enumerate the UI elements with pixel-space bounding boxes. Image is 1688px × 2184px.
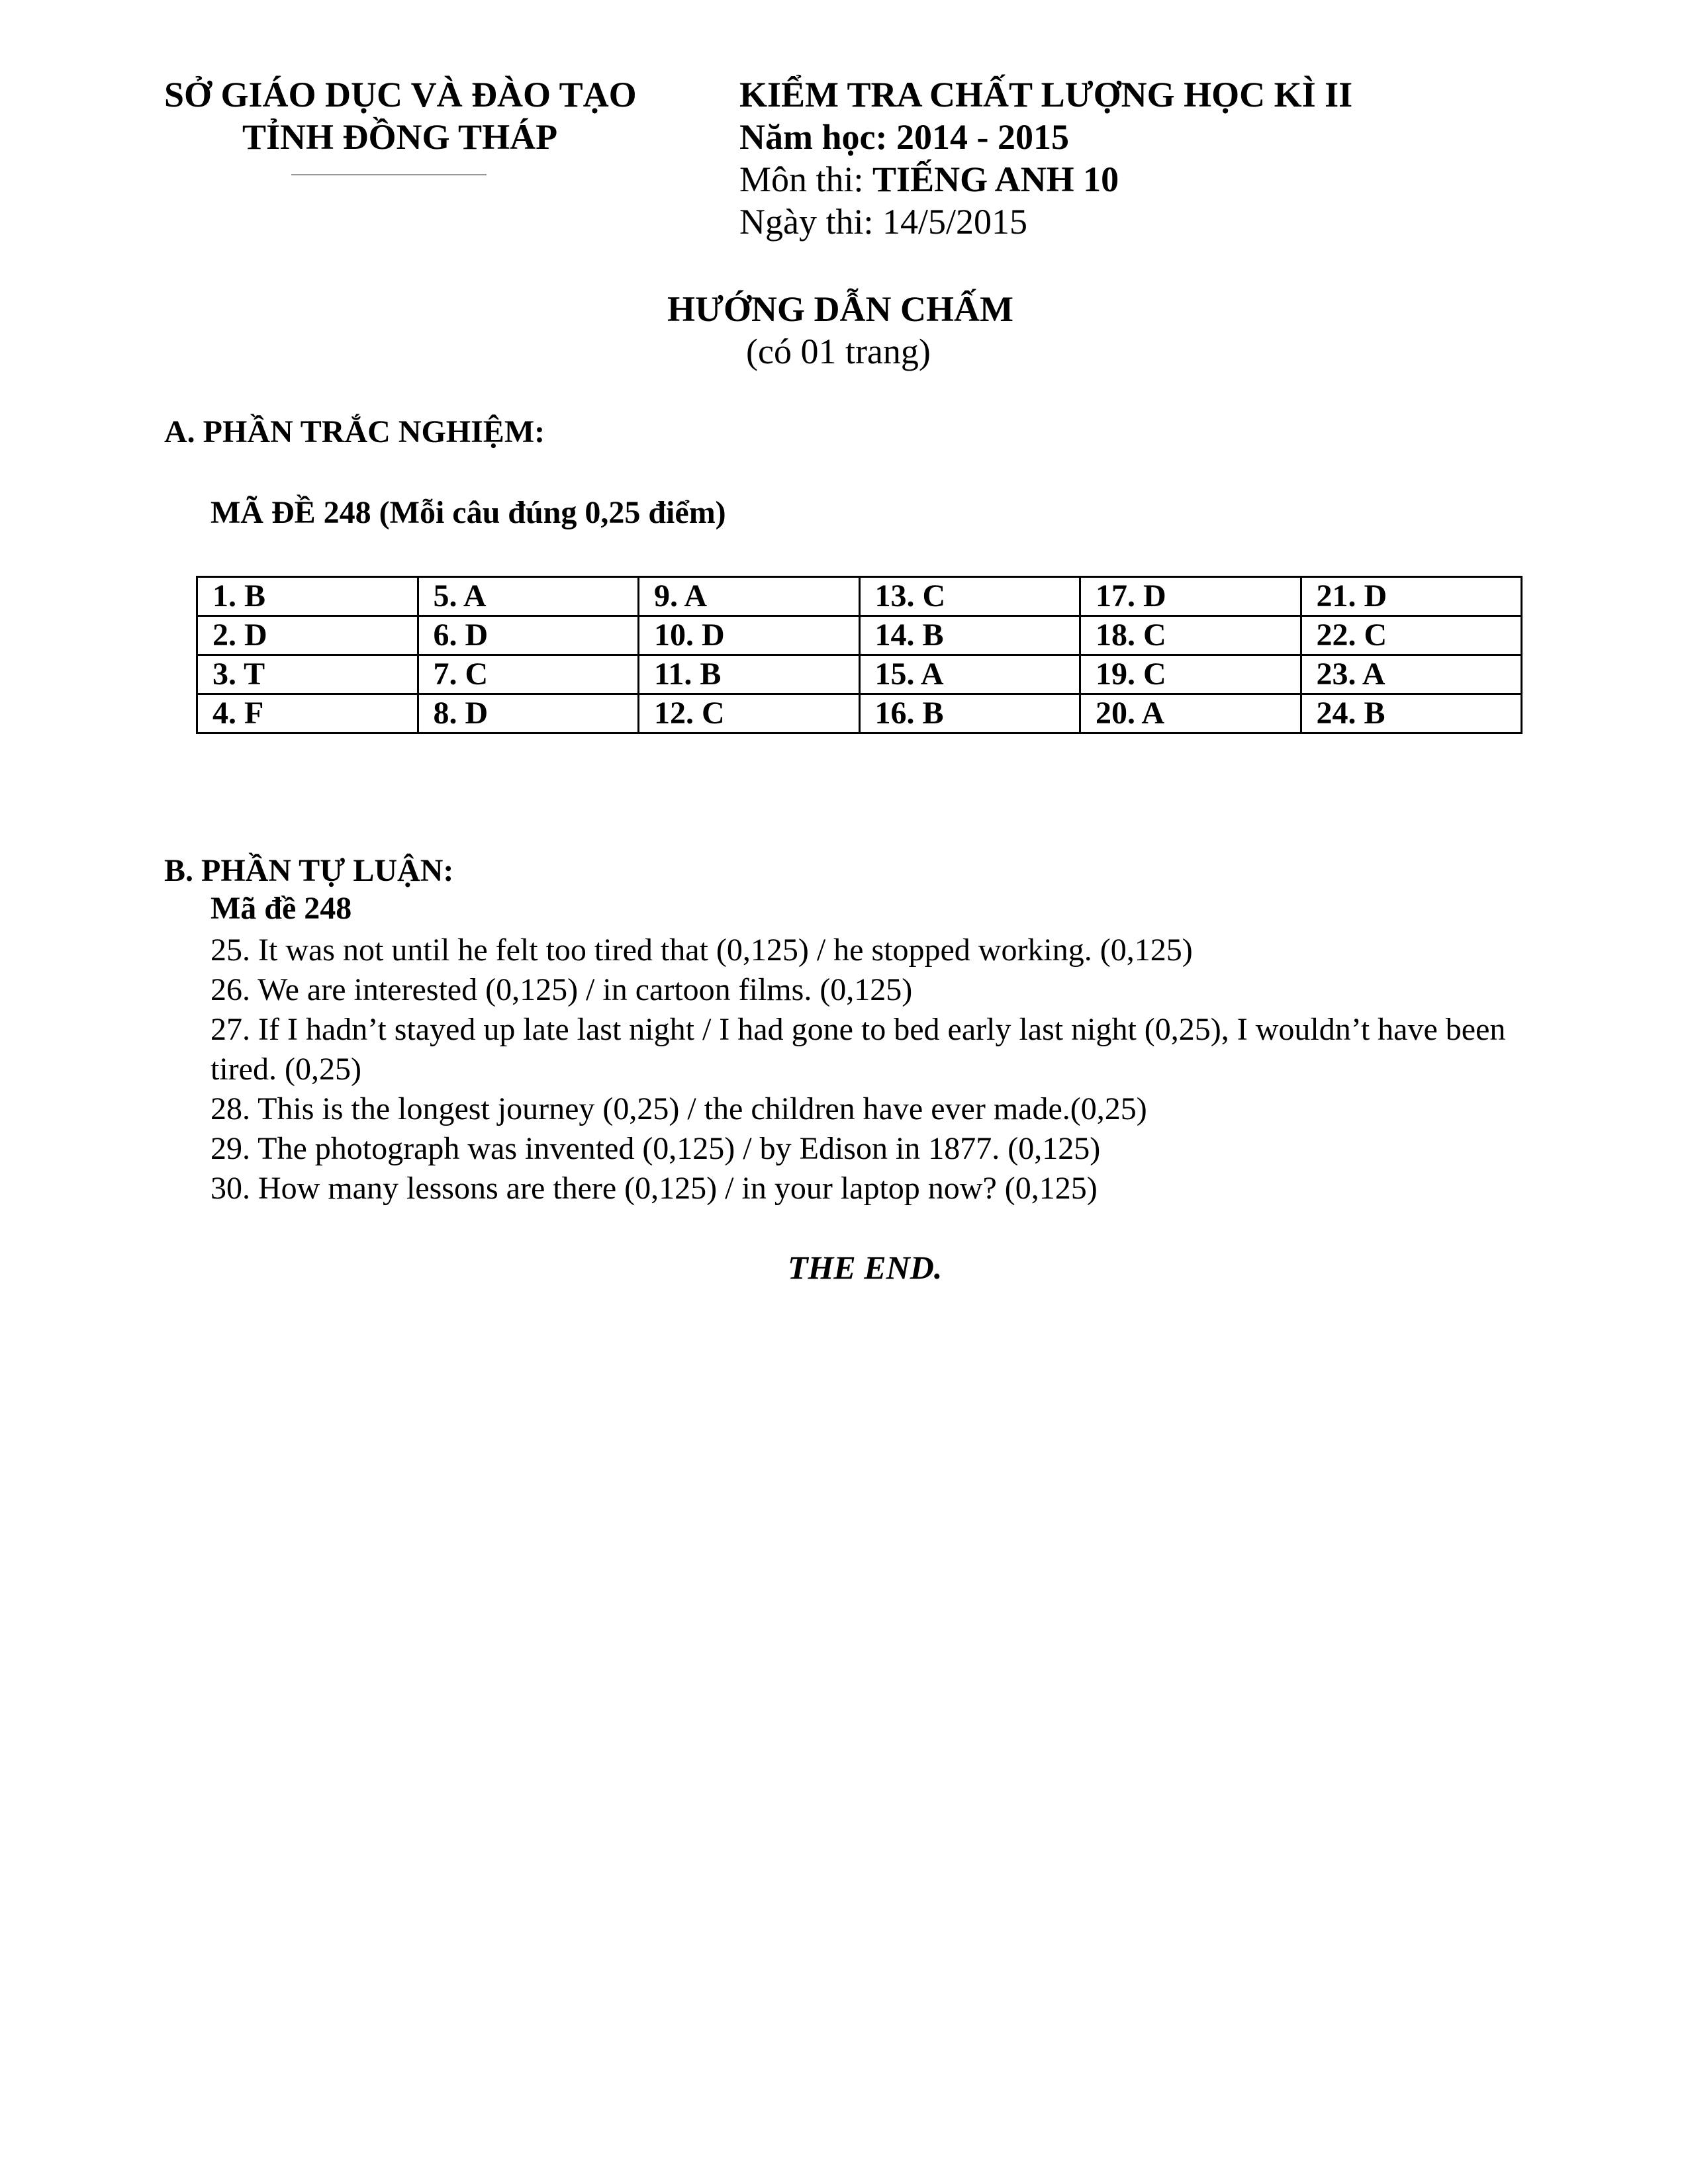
answer-cell: 13. C	[859, 577, 1080, 616]
answer-cell: 12. C	[639, 694, 860, 733]
essay-answer-25: 25. It was not until he felt too tired that (0,125) / he stopped working. (0,125)	[211, 933, 1193, 968]
answer-cell: 20. A	[1080, 694, 1301, 733]
answer-cell: 11. B	[639, 655, 860, 694]
answer-cell: 7. C	[418, 655, 639, 694]
answer-cell: 1. B	[197, 577, 418, 616]
school-year: Năm học: 2014 - 2015	[739, 117, 1069, 157]
essay-answer-26: 26. We are interested (0,125) / in cartoon films. (0,125)	[211, 972, 913, 1007]
table-row	[197, 655, 1522, 694]
essay-answer-30: 30. How many lessons are there (0,125) / in your laptop now? (0,125)	[211, 1171, 1098, 1206]
subject-value: TIẾNG ANH 10	[872, 159, 1119, 199]
answer-key-table	[196, 576, 1523, 734]
answer-cell: 17. D	[1080, 577, 1301, 616]
guide-subtitle: (có 01 trang)	[746, 332, 931, 371]
essay-answer-27: 27. If I hadn’t stayed up late last night / I had gone to bed early last night (0,25), I wouldn’t have been tired. (0,25)	[211, 1012, 1506, 1087]
answer-cell: 14. B	[859, 616, 1080, 655]
answer-cell: 3. T	[197, 655, 418, 694]
answer-cell: 5. A	[418, 577, 639, 616]
essay-answer-28: 28. This is the longest journey (0,25) / the children have ever made.(0,25)	[211, 1091, 1147, 1126]
table-row	[197, 616, 1522, 655]
guide-title: HƯỚNG DẪN CHẤM	[667, 289, 1013, 329]
end-marker: THE END.	[788, 1249, 943, 1286]
answer-cell: 18. C	[1080, 616, 1301, 655]
section-a-heading: A. PHẦN TRẮC NGHIỆM:	[164, 414, 545, 449]
answer-cell: 8. D	[418, 694, 639, 733]
section-a-code: MÃ ĐỀ 248 (Mỗi câu đúng 0,25 điểm)	[211, 495, 726, 530]
exam-title: KIỂM TRA CHẤT LƯỢNG HỌC KÌ II	[739, 75, 1353, 114]
answer-cell: 23. A	[1301, 655, 1522, 694]
answer-cell: 24. B	[1301, 694, 1522, 733]
answer-cell: 6. D	[418, 616, 639, 655]
department-name: SỞ GIÁO DỤC VÀ ĐÀO TẠO	[164, 75, 637, 114]
section-b-code: Mã đề 248	[211, 891, 352, 926]
answer-cell: 19. C	[1080, 655, 1301, 694]
answer-cell: 4. F	[197, 694, 418, 733]
answer-cell: 21. D	[1301, 577, 1522, 616]
answer-cell: 16. B	[859, 694, 1080, 733]
header-divider	[291, 174, 487, 175]
answer-cell: 15. A	[859, 655, 1080, 694]
exam-date: Ngày thi: 14/5/2015	[739, 202, 1027, 242]
exam-subject	[739, 159, 1119, 200]
section-b-heading: B. PHẦN TỰ LUẬN:	[164, 853, 454, 888]
table-row	[197, 577, 1522, 616]
answer-cell: 2. D	[197, 616, 418, 655]
table-row	[197, 694, 1522, 733]
essay-answer-29: 29. The photograph was invented (0,125) / by Edison in 1877. (0,125)	[211, 1131, 1101, 1166]
province-name: TỈNH ĐỒNG THÁP	[242, 117, 558, 157]
subject-label: Môn thi:	[739, 159, 873, 199]
answer-cell: 10. D	[639, 616, 860, 655]
answer-cell: 22. C	[1301, 616, 1522, 655]
answer-cell: 9. A	[639, 577, 860, 616]
